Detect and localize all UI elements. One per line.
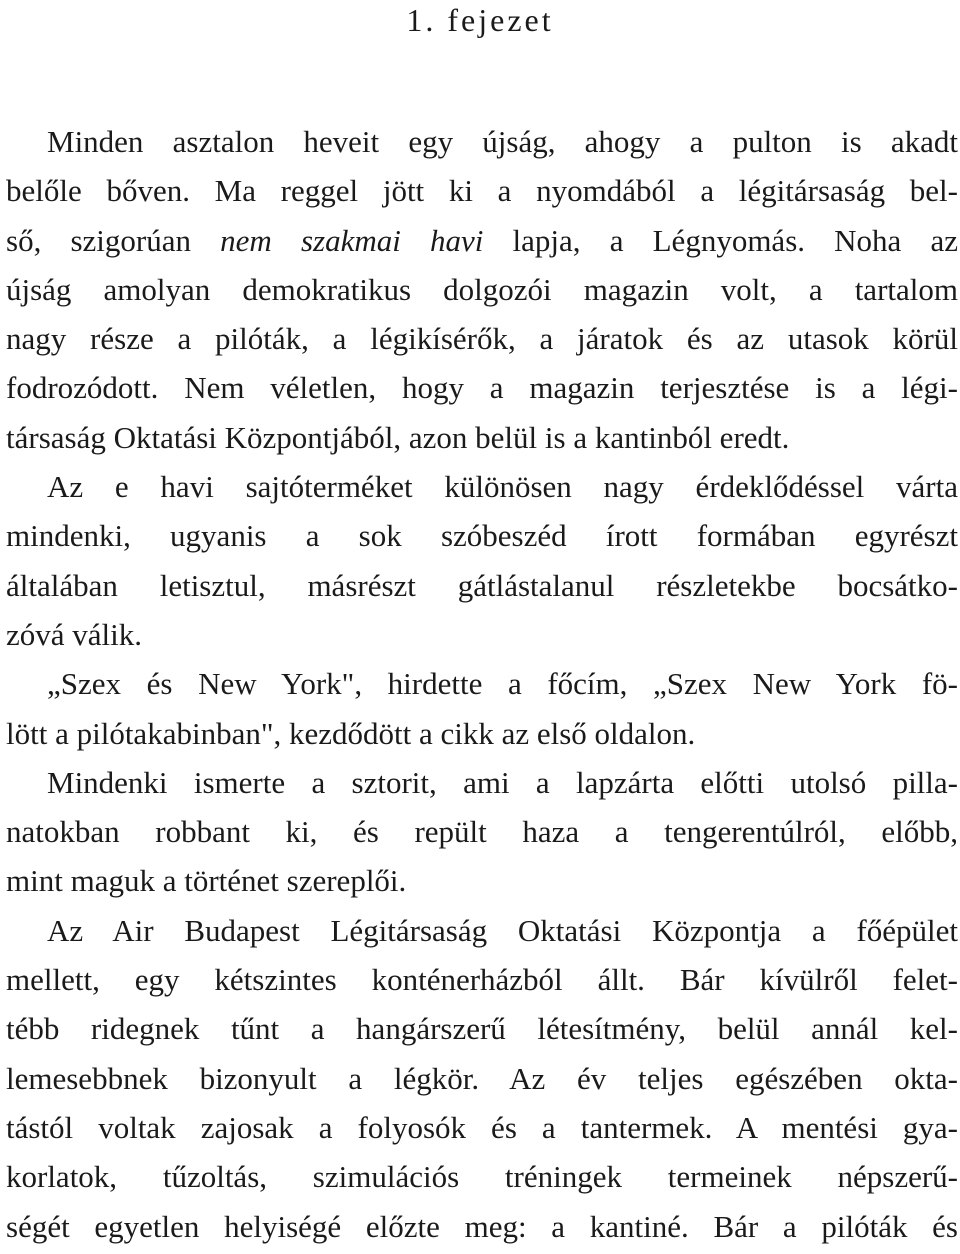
text-line: „Szex és New York", hirdette a főcím, „Szex New York fö- [47,666,958,702]
paragraph [6,906,958,1251]
text-line: társaság Oktatási Központjából, azon belül is a kantinból eredt. [6,419,790,455]
text-line [6,216,958,265]
chapter-title: 1. fejezet [406,2,554,38]
text-line: zóvá válik. [6,616,143,652]
text-line: Mindenki ismerte a sztorit, ami a lapzárta előtti utolsó pilla- [47,764,958,800]
text-fragment: lapja, a Légnyomás. Noha az [483,222,958,258]
paragraph [6,659,958,758]
text-line: mint maguk a történet szereplői. [6,863,407,899]
text-line: tástól voltak zajosak a folyosók és a tantermek. A mentési gya- [6,1109,958,1145]
text-line: ségét egyetlen helyiségé előzte meg: a kantiné. Bár a pilóták és [6,1208,958,1244]
text-line: belőle bőven. Ma reggel jött ki a nyomdából a légitársaság bel- [6,173,958,209]
body-text [6,117,958,1251]
text-line: nagy része a pilóták, a légikísérők, a járatok és az utasok körül [6,321,958,357]
text-fragment: ső, szigorúan [6,222,221,258]
text-line: Az e havi sajtóterméket különösen nagy érdeklődéssel várta [47,469,958,505]
text-line: Minden asztalon heveit egy újság, ahogy a pulton is akadt [47,124,958,159]
text-line: lött a pilótakabinban", kezdődött a cikk az első oldalon. [6,715,696,751]
text-line: mindenki, ugyanis a sok szóbeszéd írott formában egyrészt [6,518,958,554]
text-line: Az Air Budapest Légitársaság Oktatási Központja a főépület [47,912,958,948]
text-line: lemesebbnek bizonyult a légkör. Az év teljes egészében okta- [6,1060,958,1096]
text-line: általában letisztul, másrészt gátlástalanul részletekbe bocsátko- [6,567,958,603]
paragraph [6,117,958,462]
italic-emphasis: nem szakmai havi [220,222,484,258]
text-line: tébb ridegnek tűnt a hangárszerű létesítmény, belül annál kel- [6,1011,958,1047]
text-line: fodrozódott. Nem véletlen, hogy a magazin terjesztése is a légi- [6,370,958,406]
text-line: újság amolyan demokratikus dolgozói magazin volt, a tartalom [6,271,958,307]
paragraph [6,758,958,906]
text-line: natokban robbant ki, és repült haza a tengerentúlról, előbb, [6,814,958,850]
paragraph [6,462,958,659]
text-line: korlatok, tűzoltás, szimulációs tréningek termeinek népszerű- [6,1159,958,1195]
text-line: mellett, egy kétszintes konténerházból állt. Bár kívülről felet- [6,962,958,998]
